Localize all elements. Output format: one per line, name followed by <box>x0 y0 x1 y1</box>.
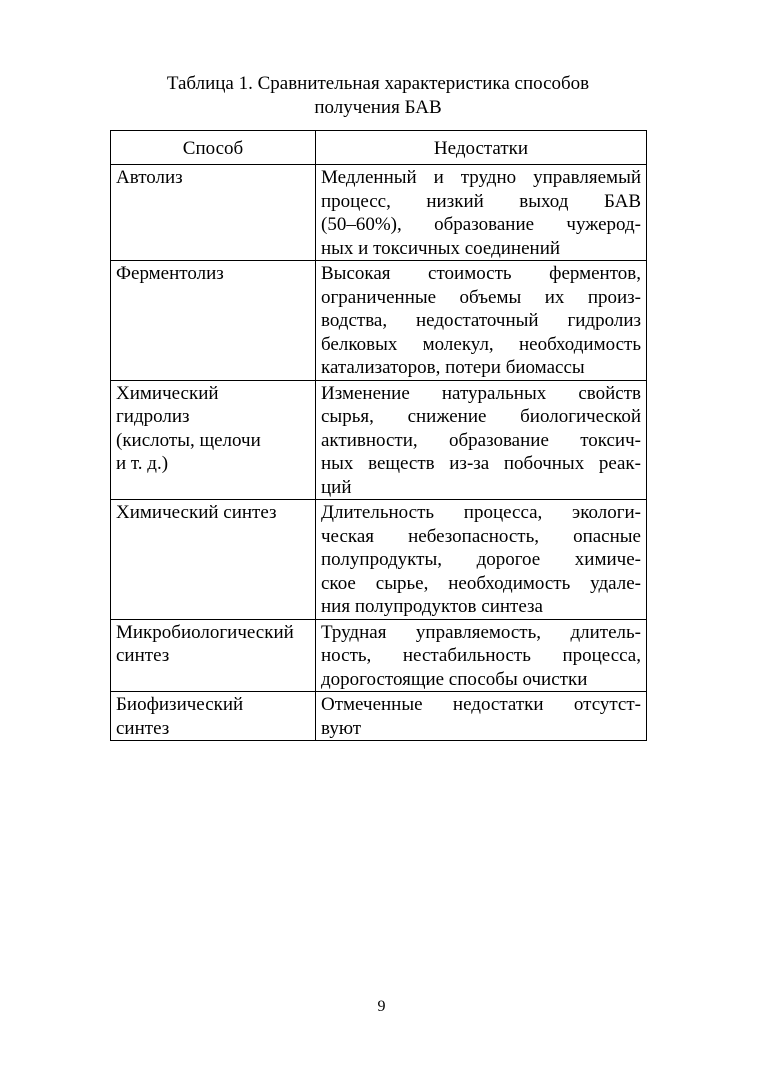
table-caption-line-2: получения БАВ <box>314 97 442 118</box>
flaws-text: (50–60%), образование чужерод- <box>321 214 641 235</box>
comparison-table <box>110 130 647 741</box>
table-row <box>111 165 647 261</box>
method-text: Химический <box>116 382 219 404</box>
flaws-text: ность, нестабильность процесса, <box>321 645 641 666</box>
flaws-text: ций <box>321 476 352 498</box>
flaws-text: Трудная управляемость, длитель- <box>321 621 641 643</box>
method-text: Автолиз <box>116 167 183 188</box>
flaws-text: Отмеченные недостатки отсутст- <box>321 694 641 715</box>
flaws-text: ское сырье, необходимость удале- <box>321 572 641 594</box>
flaws-text: Изменение натуральных свойств <box>321 382 641 404</box>
method-text: Ферментолиз <box>116 263 224 284</box>
method-cell <box>111 261 316 381</box>
flaws-text: ния полупродуктов синтеза <box>321 596 543 617</box>
table-row <box>111 500 647 620</box>
header-method: Способ <box>111 131 316 165</box>
table-caption <box>110 72 646 120</box>
method-text: синтез <box>116 717 170 739</box>
flaws-text: активности, образование токсич- <box>321 429 641 451</box>
method-cell <box>111 165 316 261</box>
flaws-text: ческая небезопасность, опасные <box>321 525 641 547</box>
flaws-text: белковых молекул, необходимость <box>321 333 641 355</box>
method-text: гидролиз <box>116 406 190 427</box>
flaws-text: полупродукты, дорогое химиче- <box>321 549 641 570</box>
method-text: и т. д.) <box>116 453 169 474</box>
flaws-cell <box>316 165 647 261</box>
flaws-cell <box>316 692 647 741</box>
method-text: синтез <box>116 645 170 666</box>
method-cell <box>111 380 316 500</box>
method-cell <box>111 692 316 741</box>
flaws-cell <box>316 500 647 620</box>
method-text: Микробиологический <box>116 621 294 643</box>
table-row <box>111 380 647 500</box>
table-header-row <box>111 131 647 165</box>
table-row <box>111 692 647 741</box>
flaws-text: Высокая стоимость ферментов, <box>321 263 641 284</box>
flaws-cell <box>316 619 647 692</box>
flaws-text: ных и токсичных соединений <box>321 237 561 259</box>
table-caption-line-1: Таблица 1. Сравнительная характеристика способов <box>166 73 590 94</box>
method-text: (кислоты, щелочи <box>116 429 261 451</box>
table-row <box>111 619 647 692</box>
flaws-text: Длительность процесса, экологи- <box>321 502 641 523</box>
flaws-text: водства, недостаточный гидролиз <box>321 310 641 331</box>
method-cell <box>111 619 316 692</box>
method-cell <box>111 500 316 620</box>
flaws-text: ных веществ из-за побочных реак- <box>321 453 641 474</box>
flaws-cell <box>316 261 647 381</box>
table-row <box>111 261 647 381</box>
flaws-cell <box>316 380 647 500</box>
flaws-text: катализаторов, потери биомассы <box>321 357 585 378</box>
flaws-text: вуют <box>321 717 362 739</box>
header-flaws: Недостатки <box>316 131 647 165</box>
flaws-text: сырья, снижение биологической <box>321 406 641 427</box>
page-number: 9 <box>377 998 386 1015</box>
flaws-text: ограниченные объемы их произ- <box>321 286 641 308</box>
flaws-text: Медленный и трудно управляемый <box>321 167 641 188</box>
method-text: Биофизический <box>116 694 244 715</box>
flaws-text: процесс, низкий выход БАВ <box>321 190 641 212</box>
method-text: Химический синтез <box>116 502 277 523</box>
flaws-text: дорогостоящие способы очистки <box>321 668 588 690</box>
